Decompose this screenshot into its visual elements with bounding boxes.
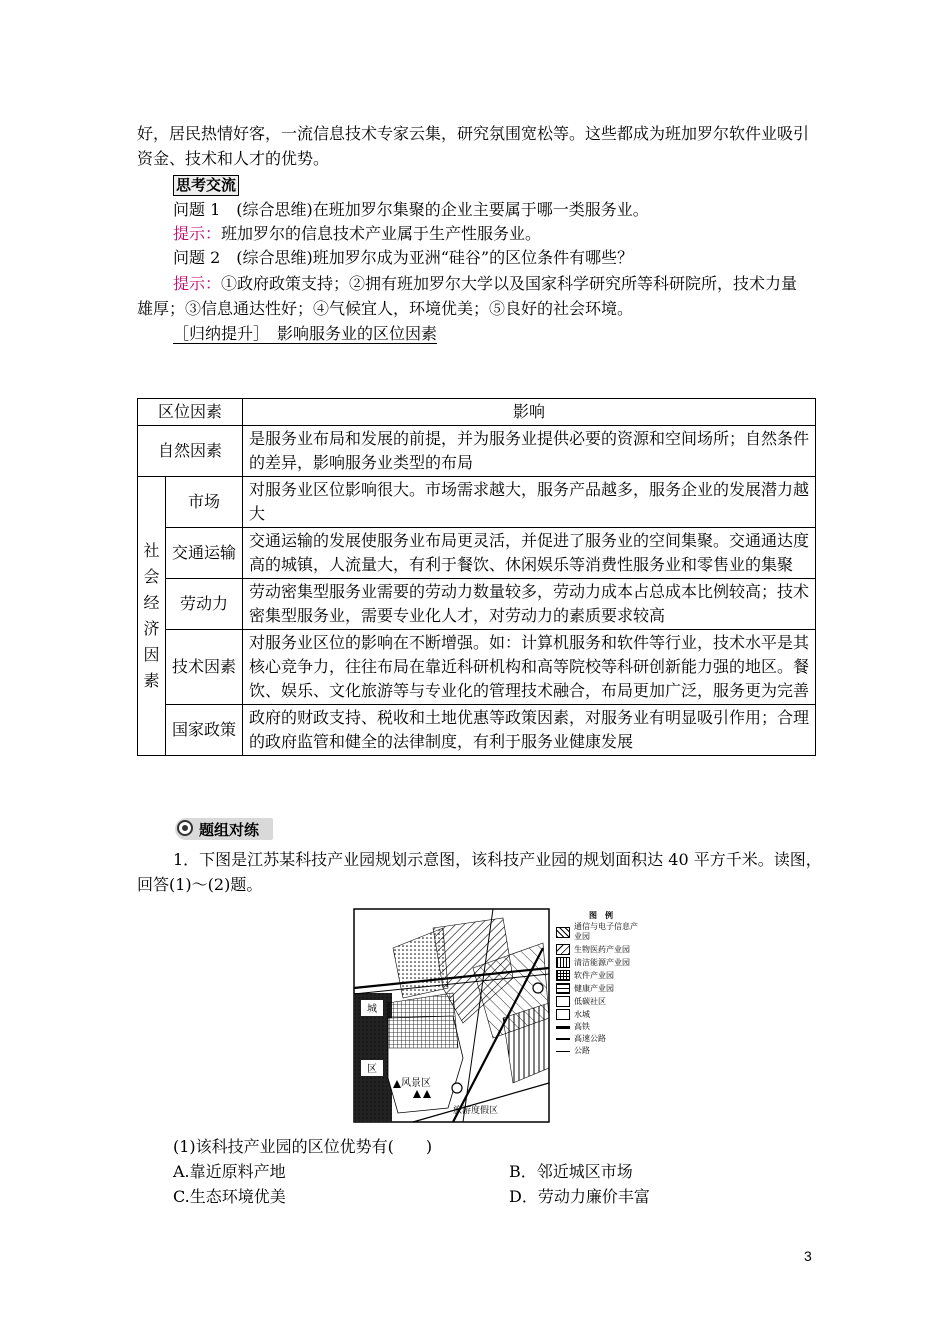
legend-label: 清洁能源产业园	[574, 957, 630, 967]
legend-item	[556, 1022, 646, 1032]
table-header: 影响	[243, 399, 816, 426]
page-number: 3	[804, 1248, 812, 1264]
question-stem: 1．下图是江苏某科技产业园规划示意图，该科技产业园的规划面积达 40 平方千米。读图，	[173, 850, 822, 869]
hint-label: 提示：	[173, 224, 222, 243]
think-section-tag	[173, 173, 853, 197]
factor-name: 劳动力	[165, 579, 242, 630]
legend-item	[556, 957, 646, 968]
legend-swatch	[556, 927, 570, 938]
summary-title: ［归纳提升］ 影响服务业的区位因素	[173, 324, 438, 343]
answer-2-cont: 雄厚；③信息通达性好；④气候宜人，环境优美；⑤良好的社会环境。	[137, 299, 634, 318]
legend-swatch	[556, 1038, 570, 1040]
legend-item	[556, 996, 646, 1007]
answer-1: 提示：班加罗尔的信息技术产业属于生产性服务业。	[173, 224, 542, 243]
map-label-city: 区	[367, 1064, 377, 1075]
legend-label: 水城	[574, 1009, 590, 1019]
legend-swatch	[556, 970, 570, 981]
legend-label: 低碳社区	[574, 996, 606, 1006]
legend-label: 通信与电子信息产业园	[574, 922, 638, 941]
factor-desc: 对服务业区位的影响在不断增强。如：计算机服务和软件等行业，技术水平是其核心竞争力，往往布局在靠近科研机构和高等院校等科研创新能力强的地区。餐饮、娱乐、文化旅游等与专业化的管理技术融合，布局更加广泛，服务更为完善	[243, 630, 816, 705]
sub-question: (1)该科技产业园的区位优势有( )	[173, 1137, 433, 1156]
factor-name: 交通运输	[165, 528, 242, 579]
map-legend: 图 例 通信与电子信息产业园 生物医药产业园 清洁能源产业园 软件产业园 健康产业园 低碳社区 水城 高铁 高速公路 公路	[556, 910, 646, 1058]
map-label-scenic: 风景区	[401, 1078, 431, 1089]
option-d[interactable]: D．劳动力廉价丰富	[509, 1187, 650, 1206]
factor-desc: 政府的财政支持、税收和土地优惠等政策因素，对服务业有明显吸引作用；合理的政府监管和健全的法律制度，有利于服务业健康发展	[243, 705, 816, 756]
factor-desc: 劳动密集型服务业需要的劳动力数量较多，劳动力成本占总成本比例较高；技术密集型服务业，需要专业化人才，对劳动力的素质要求较高	[243, 579, 816, 630]
factor-natural: 自然因素	[138, 426, 243, 477]
legend-label: 高速公路	[574, 1034, 606, 1043]
location-factors-table	[137, 398, 816, 756]
legend-item	[556, 983, 646, 994]
map-label-city: 城	[367, 1004, 377, 1015]
tag-label: 思考交流	[173, 175, 239, 196]
factor-name: 技术因素	[165, 630, 242, 705]
legend-item	[556, 1034, 646, 1044]
legend-swatch	[556, 944, 570, 955]
legend-label: 软件产业园	[574, 970, 614, 980]
legend-swatch	[556, 996, 570, 1007]
factor-social: 社会经济因素	[138, 477, 166, 756]
factor-name: 市场	[165, 477, 242, 528]
legend-swatch	[556, 1026, 570, 1029]
legend-swatch	[556, 1051, 570, 1052]
legend-item	[556, 922, 646, 942]
target-icon	[177, 820, 193, 836]
legend-item	[556, 970, 646, 981]
exercise-badge: 题组对练	[175, 818, 273, 840]
question-stem: 回答(1)～(2)题。	[137, 875, 263, 894]
legend-swatch	[556, 957, 570, 968]
legend-label: 公路	[574, 1046, 590, 1055]
table-header: 区位因素	[138, 399, 243, 426]
option-a[interactable]: A.靠近原料产地	[173, 1162, 286, 1181]
factor-desc: 对服务业区位影响很大。市场需求越大，服务产品越多，服务企业的发展潜力越大	[243, 477, 816, 528]
factor-name: 国家政策	[165, 705, 242, 756]
option-c[interactable]: C.生态环境优美	[173, 1187, 286, 1206]
legend-item	[556, 1046, 646, 1056]
option-b[interactable]: B．邻近城区市场	[509, 1162, 633, 1181]
legend-item	[556, 944, 646, 955]
hint-label: 提示：	[173, 274, 222, 293]
legend-label: 高铁	[574, 1022, 590, 1031]
legend-swatch	[556, 1009, 570, 1020]
map-label-resort: 旅游度假区	[453, 1106, 499, 1116]
legend-swatch	[556, 983, 570, 994]
factor-desc: 交通运输的发展使服务业布局更灵活，并促进了服务业的空间集聚。交通通达度高的城镇，人流量大，有利于餐饮、休闲娱乐等消费性服务业和零售业的集聚	[243, 528, 816, 579]
question-1: 问题 1 (综合思维)在班加罗尔集聚的企业主要属于哪一类服务业。	[173, 200, 649, 219]
body-text-line: 好，居民热情好客，一流信息技术专家云集，研究氛围宽松等。这些都成为班加罗尔软件业吸引	[137, 124, 810, 143]
answer-2: 提示：①政府政策支持；②拥有班加罗尔大学以及国家科学研究所等科研院所，技术力量	[173, 274, 798, 293]
legend-label: 生物医药产业园	[574, 944, 630, 954]
factor-desc: 是服务业布局和发展的前提，并为服务业提供必要的资源和空间场所；自然条件的差异，影响服务业类型的布局	[243, 426, 816, 477]
legend-item	[556, 1009, 646, 1020]
question-2: 问题 2 (综合思维)班加罗尔成为亚洲“硅谷”的区位条件有哪些？	[173, 248, 634, 267]
body-text-line: 资金、技术和人才的优势。	[137, 149, 330, 168]
legend-label: 健康产业园	[574, 983, 614, 993]
